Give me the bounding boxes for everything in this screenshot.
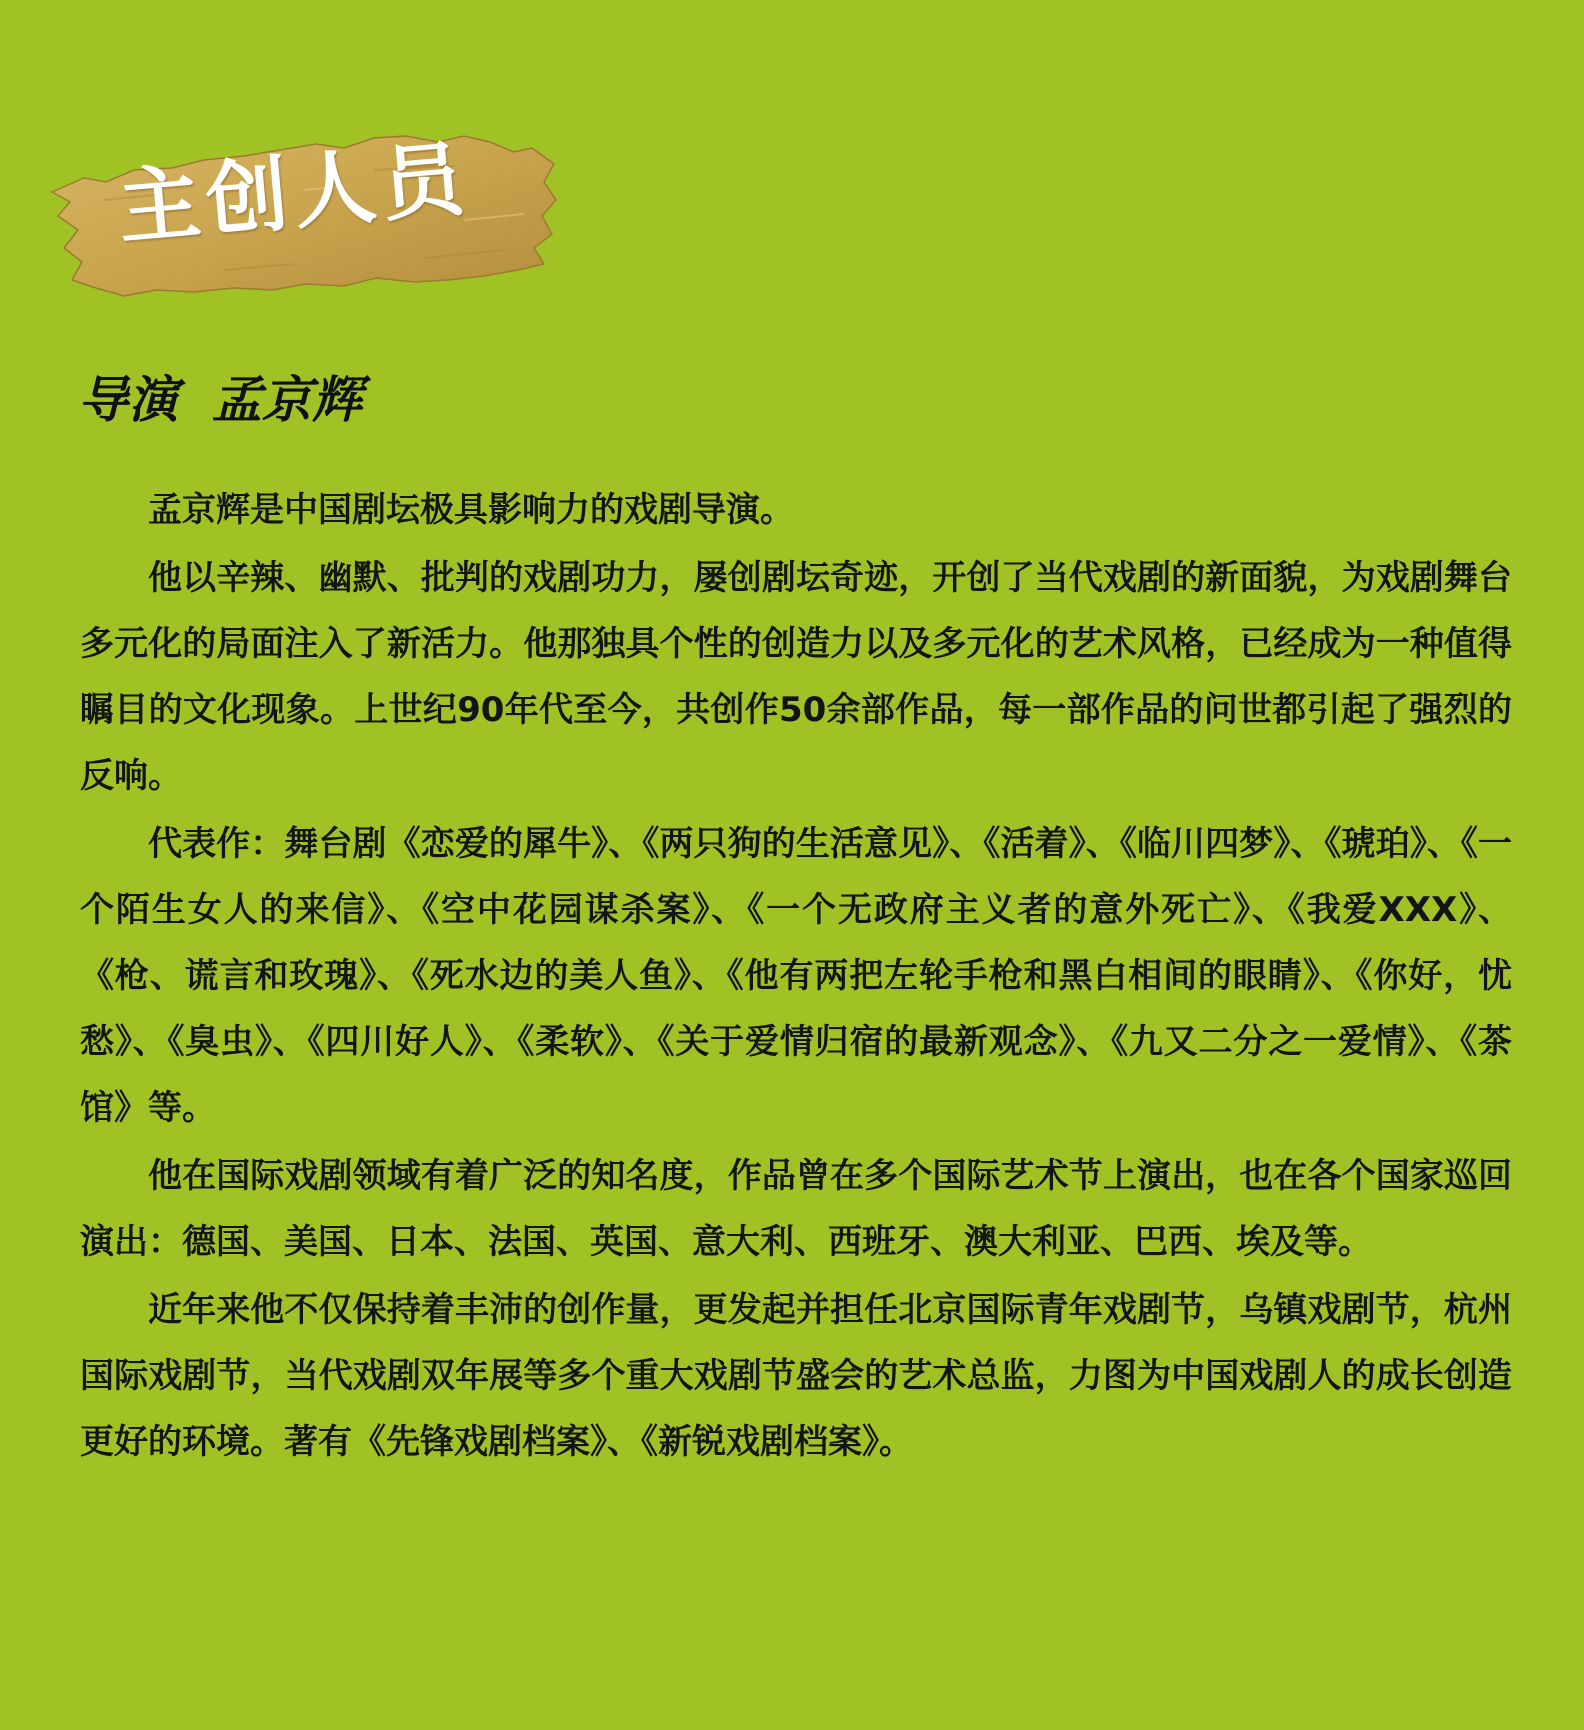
bio-paragraph: 近年来他不仅保持着丰沛的创作量，更发起并担任北京国际青年戏剧节，乌镇戏剧节，杭州国际戏剧节，当代戏剧双年展等多个重大戏剧节盛会的艺术总监，力图为中国戏剧人的成长创造更好的环境。著有《先锋戏剧档案》、《新锐戏剧档案》。: [80, 1290, 1512, 1462]
bio-paragraph: 他以辛辣、幽默、批判的戏剧功力，屡创剧坛奇迹，开创了当代戏剧的新面貌，为戏剧舞台多元化的局面注入了新活力。他那独具个性的创造力以及多元化的艺术风格，已经成为一种值得瞩目的文化现象。上世纪90年代至今，共创作50余部作品，每一部作品的问世都引起了强烈的反响。: [80, 558, 1512, 796]
person-role: 导演: [78, 371, 178, 429]
biography: [80, 477, 1512, 1477]
bio-paragraph: 代表作：舞台剧《恋爱的犀牛》、《两只狗的生活意见》、《活着》、《临川四梦》、《琥珀》、《一个陌生女人的来信》、《空中花园谋杀案》、《一个无政府主义者的意外死亡》、《我爱XXX》、《枪、谎言和玫瑰》、《死水边的美人鱼》、《他有两把左轮手枪和黑白相间的眼睛》、《你好，忧愁》、《臭虫》、《四川好人》、《柔软》、《关于爱情归宿的最新观念》、《九又二分之一爱情》、《茶馆》等。: [80, 824, 1512, 1128]
person-name: 孟京辉: [212, 371, 362, 429]
section-title: 主创人员: [114, 130, 474, 257]
bio-paragraph: 孟京辉是中国剧坛极具影响力的戏剧导演。: [148, 490, 794, 530]
person-heading: [78, 360, 362, 432]
bio-paragraph: 他在国际戏剧领域有着广泛的知名度，作品曾在多个国际艺术节上演出，也在各个国家巡回演出：德国、美国、日本、法国、英国、意大利、西班牙、澳大利亚、巴西、埃及等。: [80, 1156, 1512, 1262]
